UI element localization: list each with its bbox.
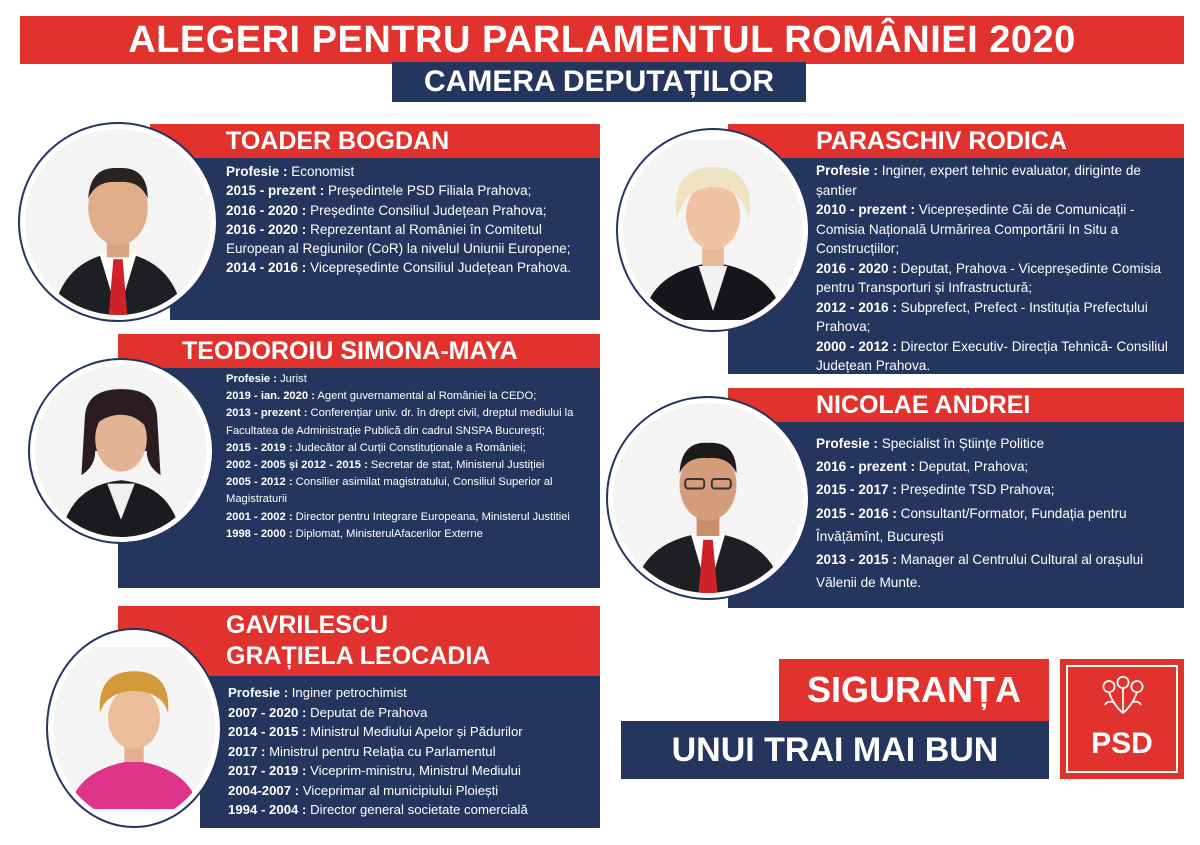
info-line: 2015 - prezent : Președintele PSD Filiala Prahova; — [226, 183, 532, 199]
roses-icon — [1088, 671, 1158, 719]
page-subtitle: CAMERA DEPUTAȚILOR — [392, 62, 806, 102]
info-line: 2014 - 2015 : Ministrul Mediului Apelor și Pădurilor — [228, 724, 523, 739]
page-title: ALEGERI PENTRU PARLAMENTUL ROMÂNIEI 2020 — [20, 16, 1184, 64]
info-line: 2002 - 2005 și 2012 - 2015 : Secretar de stat, Ministerul Justiției — [226, 459, 545, 472]
candidate-name: GRAȚIELA LEOCADIA — [226, 642, 491, 670]
logo-text: PSD — [1091, 727, 1153, 760]
info-line: Profesie : Inginer petrochimist — [228, 685, 407, 700]
info-line: 2007 - 2020 : Deputat de Prahova — [228, 704, 428, 720]
candidate-name: PARASCHIV RODICA — [816, 127, 1067, 155]
candidate-name-bar — [118, 334, 600, 368]
info-line: 2016 - 2020 : Reprezentant al României în Comitetul European al Regiunilor (CoR) la nivelul Uniunii Europene; — [226, 221, 571, 257]
candidate-photo — [48, 630, 220, 826]
candidate-photo — [608, 398, 808, 598]
candidate-name-bar — [150, 124, 600, 158]
candidate-name: NICOLAE ANDREI — [816, 391, 1031, 419]
info-line: 2015 - 2016 : Consultant/Formator, Fundația pentru Învățămînt, București — [816, 505, 1127, 544]
info-line: 2013 - prezent : Conferențiar univ. dr. în drept civil, dreptul mediului la Facultatea de Administrație Publică din cadrul SNSPA București; — [226, 407, 574, 437]
info-line: 2015 - 2017 : Președinte TSD Prahova; — [816, 482, 1055, 498]
info-line: 2010 - prezent : Vicepreședinte Căi de Comunicații - Comisia Națională Urmărirea Comportării In Situ a Construcțiilor; — [816, 202, 1135, 256]
female-portrait-icon — [623, 135, 803, 325]
candidate-info — [170, 158, 600, 320]
male-portrait-icon — [613, 403, 803, 593]
info-line: 2017 - 2019 : Viceprim-ministru, Ministrul Mediului — [228, 763, 521, 778]
info-line: 1994 - 2004 : Director general societate comercială — [228, 802, 528, 817]
info-line: 1998 - 2000 : Diplomat, MinisterulAfacerilor Externe — [226, 527, 483, 540]
male-portrait-icon — [25, 129, 211, 315]
candidate-info — [200, 676, 600, 828]
slogan-line-2: UNUI TRAI MAI BUN — [621, 721, 1049, 779]
info-line: 2017 : Ministrul pentru Relația cu Parlamentul — [228, 743, 496, 759]
info-line: 2015 - 2019 : Judecător al Curții Constituționale a României; — [226, 441, 526, 454]
info-line: Profesie : Jurist — [226, 373, 307, 385]
candidate-photo — [30, 360, 212, 542]
candidate-name-bar — [728, 124, 1184, 158]
info-line: 2000 - 2012 : Director Executiv- Direcția Tehnică- Consiliul Județean Prahova. — [816, 338, 1168, 373]
candidate-name: GAVRILESCU — [226, 611, 389, 639]
logo-frame — [1066, 665, 1178, 773]
info-line: Profesie : Economist — [226, 164, 355, 179]
info-line: 2016 - 2020 : Președinte Consiliul Județean Prahova; — [226, 202, 547, 218]
info-line: 2001 - 2002 : Director pentru Integrare Europeana, Ministerul Justitiei — [226, 510, 570, 523]
psd-logo — [1060, 659, 1184, 779]
candidate-name: TEODOROIU SIMONA-MAYA — [182, 337, 518, 365]
info-line: 2012 - 2016 : Subprefect, Prefect - Instituția Prefectului Prahova; — [816, 299, 1148, 334]
female-portrait-icon — [53, 635, 215, 821]
info-line: Profesie : Inginer, expert tehnic evaluator, diriginte de șantier — [816, 163, 1141, 198]
info-line: Profesie : Specialist în Științe Politice — [816, 436, 1045, 451]
info-line: 2016 - 2020 : Deputat, Prahova - Vicepreședinte Comisia pentru Transporturi și Infrastructură; — [816, 260, 1162, 295]
candidate-photo — [618, 130, 808, 330]
slogan-line-1: SIGURANȚA — [779, 659, 1049, 721]
candidate-name: TOADER BOGDAN — [226, 127, 450, 155]
info-line: 2005 - 2012 : Consilier asimilat magistratului, Consiliul Superior al Magistraturii — [226, 476, 553, 506]
info-line: 2016 - prezent : Deputat, Prahova; — [816, 459, 1029, 475]
info-line: 2014 - 2016 : Vicepreședinte Consiliul Județean Prahova. — [226, 260, 571, 276]
candidate-name-bar — [728, 388, 1184, 422]
info-line: 2019 - ian. 2020 : Agent guvernamental al României la CEDO; — [226, 390, 537, 403]
female-portrait-icon — [35, 365, 207, 537]
candidate-photo — [20, 124, 216, 320]
info-line: 2004-2007 : Viceprimar al municipiului Ploiești — [228, 782, 499, 798]
info-line: 2013 - 2015 : Manager al Centrului Cultural al orașului Vălenii de Munte. — [816, 552, 1144, 591]
